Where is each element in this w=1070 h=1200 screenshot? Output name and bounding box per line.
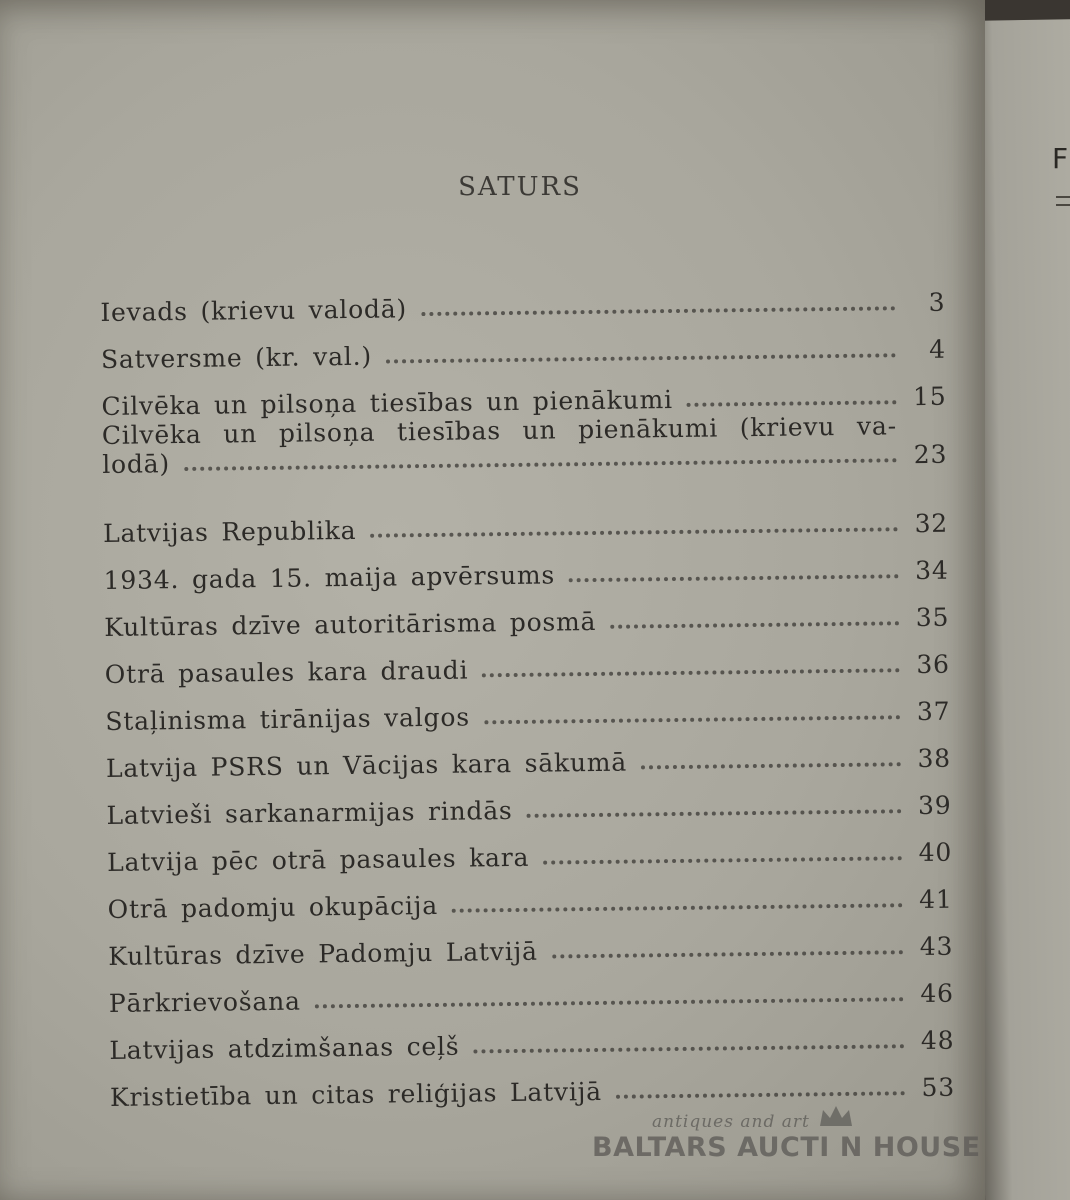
toc-entry-page: 37 [916,696,951,727]
watermark-tagline: antiques and art [652,1112,810,1132]
dot-leader [687,399,897,407]
toc-entry-title: Otrā padomju okupācija [107,890,439,924]
dot-leader [484,714,901,724]
toc-entry-title: Latvijas Republika [102,515,357,548]
toc-entry-title: Otrā pasaules kara draudi [104,655,469,689]
toc-entry-page: 53 [921,1072,956,1103]
dot-leader [421,305,895,316]
dot-leader [569,573,899,582]
toc-entry-title: Latvijas atdzimšanas ceļš [109,1031,460,1065]
toc-entry-title-continued: lodā) [102,449,171,479]
toc-entry-page: 3 [928,287,946,317]
table-of-contents [100,270,955,1112]
watermark [592,1110,992,1180]
watermark-name: BALTARS AUCTI N HOUSE [592,1132,981,1163]
dot-leader [452,902,903,913]
toc-entry [102,411,948,501]
toc-entry-page: 15 [912,381,947,412]
toc-entry-page: 40 [918,837,953,868]
dot-leader [641,761,901,769]
toc-entry-page: 39 [917,790,952,821]
toc-entry-page: 41 [919,884,953,915]
dot-leader [184,457,897,471]
toc-entry-title: Ievads (krievu valodā) [100,294,408,327]
dot-leader [543,855,902,864]
toc-entry-page: 35 [915,602,950,633]
dot-leader [370,526,898,537]
toc-entry-page: 48 [920,1025,955,1056]
toc-entry-title: Satversme (kr. val.) [100,341,373,374]
dot-leader [473,1043,904,1053]
dot-leader [482,667,900,677]
toc-entry-page: 38 [917,743,952,774]
dot-leader [527,808,902,818]
facing-page-letter: F [1052,142,1069,175]
dot-leader [386,352,896,363]
toc-entry-title: Pārkrievošana [108,986,301,1018]
toc-entry-page: 34 [915,555,949,586]
toc-entry-page: 36 [916,649,950,680]
page-title: SATURS [458,172,582,202]
toc-entry-title: Staļinisma tirānijas valgos [105,702,471,736]
dot-leader [552,949,904,958]
toc-entry-title: Latvija pēc otrā pasaules kara [106,842,530,877]
toc-entry-page: 46 [920,978,954,1009]
dot-leader [315,996,904,1008]
crown-icon [818,1104,854,1128]
toc-entry-title: 1934. gada 15. maija apvērsums [103,560,556,595]
dot-leader [610,620,899,629]
toc-entry-title: Cilvēka un pilsoņa tiesības un pienākumi (krievu va- [101,411,898,450]
toc-entry-title: Kultūras dzīve autoritārisma posmā [104,606,597,642]
toc-entry-title: Latvieši sarkanarmijas rindās [106,796,513,830]
toc-entry-page: 4 [929,334,947,364]
toc-entry-title: Latvija PSRS un Vācijas kara sākumā [105,747,628,783]
toc-entry-title: Kultūras dzīve Padomju Latvijā [108,936,538,971]
toc-entry-title: Kristietība un citas reliģijas Latvijā [109,1076,603,1112]
toc-entry-page: 43 [919,931,954,962]
facing-page-rule [1056,196,1070,206]
dot-leader [616,1090,905,1099]
toc-entry-page: 32 [914,508,949,539]
toc-entry-page: 23 [913,439,948,470]
toc-entry-title: Cilvēka un pilsoņa tiesības un pienākumi [101,385,673,421]
